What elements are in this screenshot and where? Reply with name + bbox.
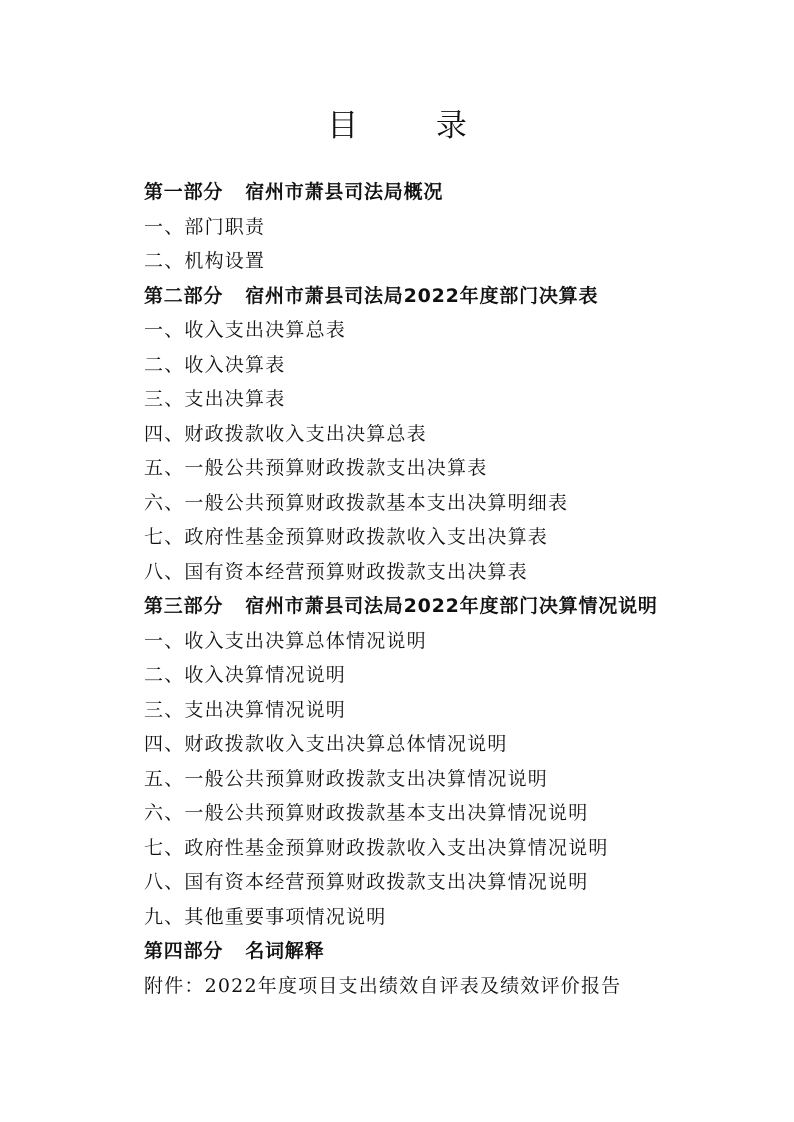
toc-item: 三、支出决算表 — [144, 388, 286, 410]
toc-item: 二、机构设置 — [144, 250, 266, 272]
toc-part-label: 第一部分 — [144, 181, 224, 203]
toc-item: 九、其他重要事项情况说明 — [144, 905, 387, 928]
toc-item: 二、收入决算情况说明 — [144, 664, 347, 686]
toc-part-heading — [144, 279, 764, 314]
toc-item: 七、政府性基金预算财政拨款收入支出决算表 — [144, 526, 549, 548]
toc-part-title: 宿州市萧县司法局2022年度部门决算表 — [245, 284, 599, 307]
toc-item: 四、财政拨款收入支出决算总表 — [144, 422, 427, 445]
toc-item: 六、一般公共预算财政拨款基本支出决算明细表 — [144, 491, 569, 514]
toc-item: 五、一般公共预算财政拨款支出决算表 — [144, 457, 488, 479]
toc-part-label: 第二部分 — [144, 284, 224, 307]
page-title: 目 录 — [327, 108, 501, 144]
table-of-contents — [144, 175, 764, 1003]
toc-item: 一、部门职责 — [144, 215, 266, 238]
toc-part-title: 名词解释 — [245, 940, 325, 962]
toc-item: 一、收入支出决算总表 — [144, 319, 347, 341]
toc-item: 二、收入决算表 — [144, 353, 286, 376]
toc-item: 四、财政拨款收入支出决算总体情况说明 — [144, 733, 508, 755]
toc-part-heading — [144, 175, 764, 210]
toc-part-heading — [144, 589, 764, 624]
toc-item: 六、一般公共预算财政拨款基本支出决算情况说明 — [144, 802, 589, 824]
toc-item: 八、国有资本经营预算财政拨款支出决算情况说明 — [144, 871, 589, 893]
toc-part-label: 第三部分 — [144, 595, 224, 617]
toc-item: 七、政府性基金预算财政拨款收入支出决算情况说明 — [144, 836, 609, 859]
toc-item: 五、一般公共预算财政拨款支出决算情况说明 — [144, 767, 549, 790]
toc-part-title: 宿州市萧县司法局概况 — [245, 181, 444, 203]
toc-item: 附件：2022年度项目支出绩效自评表及绩效评价报告 — [144, 974, 622, 997]
toc-item: 三、支出决算情况说明 — [144, 698, 347, 721]
toc-item: 八、国有资本经营预算财政拨款支出决算表 — [144, 560, 528, 583]
toc-part-label: 第四部分 — [144, 940, 224, 962]
toc-part-title: 宿州市萧县司法局2022年度部门决算情况说明 — [245, 595, 658, 617]
toc-part-heading — [144, 934, 764, 969]
toc-item: 一、收入支出决算总体情况说明 — [144, 629, 427, 652]
